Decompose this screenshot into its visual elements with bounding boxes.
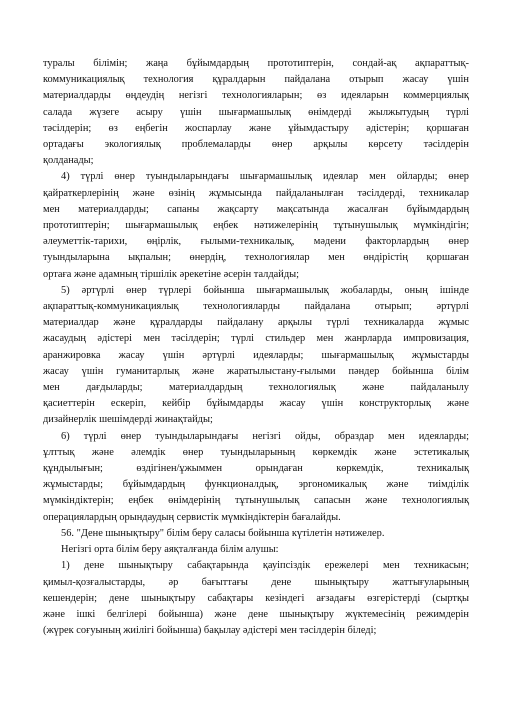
paragraph-p3 bbox=[43, 283, 469, 429]
paragraph-p2 bbox=[43, 169, 469, 282]
paragraph-line: ортадағы экологиялық проблемаларды өнер арқылы көрсету тәсілдерін bbox=[43, 139, 469, 151]
paragraph-line: прототиптерін; шығармашылық еңбек нәтижелерінің тұтынушылық мүмкіндігін; bbox=[43, 220, 469, 232]
paragraph-line: туындыларына ықпалын; өнердің, технологиялар мен өндірістің қоршаған bbox=[43, 252, 469, 264]
paragraph-line: қолданады; bbox=[43, 155, 94, 167]
paragraph-line: аранжировка жасау үшін әртүрлі идеяларды; шығармашылық жұмыстарды bbox=[43, 349, 469, 361]
paragraph-line: құндылығын; өздігінен/ұжыммен орындаған көркемдік, техникалық bbox=[43, 463, 469, 475]
paragraph-p1 bbox=[43, 56, 469, 169]
paragraph-p4 bbox=[43, 429, 469, 526]
paragraph-line: жұмыстарды; бұйымдардың функционалдық, эргономикалық және тиімділік bbox=[43, 479, 469, 491]
paragraph-line: 4) түрлі өнер туындыларындағы шығармашылық идеялар мен ойларды; өнер bbox=[61, 171, 469, 183]
paragraph-line: ортаға және адамның тіршілік әрекетіне әсерін талдайды; bbox=[43, 268, 299, 280]
paragraph-line: жасау үшін гуманитарлық және жаратылыстану-ғылыми пәндер бойынша білім bbox=[43, 365, 469, 377]
document-body bbox=[43, 56, 469, 639]
paragraph-line: қасиеттерін ескеріп, кейбір бұйымдарды жасау үшін конструкторлық және bbox=[43, 398, 469, 410]
paragraph-p7 bbox=[43, 558, 469, 639]
paragraph-line: әлеуметтік-тарихи, өңірлік, ғылыми-техникалық, мәдени факторлардың өнер bbox=[43, 236, 469, 248]
paragraph-line: қимыл-қозғалыстарды, әр бағыттағы дене шынықтыру жаттығуларының bbox=[43, 576, 469, 588]
paragraph-line: қайраткерлерінің және өзінің жұмысында пайдаланылған тәсілдерді, техникалар bbox=[43, 187, 469, 199]
paragraph-line: 1) дене шынықтыру сабақтарында қауіпсіздік ережелері мен техникасын; bbox=[61, 560, 469, 572]
paragraph-line: ақпараттық-коммуникациялық технологияларды пайдалана отырып; әртүрлі bbox=[43, 301, 469, 313]
paragraph-line: мен дағдыларды; материалдардың технологиялық және пайдаланылу bbox=[43, 382, 469, 394]
paragraph-line: ұлттық және әлемдік өнер туындыларының көркемдік және эстетикалық bbox=[43, 446, 469, 458]
paragraph-line: кешендерін; дене шынықтыру сабақтары кезіндегі ағзадағы өзгерістерді (сыртқы bbox=[43, 592, 469, 604]
paragraph-line: және ішкі белгілері бойынша) және дене шынықтыру жүктемесінің режимдерін bbox=[43, 608, 469, 620]
paragraph-p5 bbox=[43, 526, 469, 542]
paragraph-line: 6) түрлі өнер туындыларындағы негізгі ойды, образдар мен идеяларды; bbox=[61, 430, 469, 442]
paragraph-line: жасаудың әдістері мен тәсілдерін; түрлі стильдер мен жанрларда импровизация, bbox=[43, 333, 469, 345]
paragraph-line: (жүрек соғуының жиілігі бойынша) бақылау әдістері мен тәсілдерін біледі; bbox=[43, 625, 377, 637]
paragraph-line: салада жүзеге асыру үшін шығармашылық өнімдерді жылжытудың түрлі bbox=[43, 106, 469, 118]
paragraph-line: Негізгі орта білім беру аяқталғанда білім алушы: bbox=[61, 544, 279, 556]
paragraph-line: тәсілдерін; өз еңбегін жоспарлау және ұйымдастыру әдістерін; қоршаған bbox=[43, 122, 469, 134]
paragraph-line: мен материалдарды; сапаны жақсарту мақсатында жасалған бұйымдардың bbox=[43, 203, 469, 215]
paragraph-line: операциялардың орындаудың сервистік мүмкіндіктерін бағалайды. bbox=[43, 511, 341, 523]
paragraph-line: коммуникациялық технология құралдарын пайдалана отырып жасау үшін bbox=[43, 74, 469, 86]
paragraph-line: материалдарды өңдеудің негізгі технологияларын; өз идеяларын коммерциялық bbox=[43, 90, 469, 102]
paragraph-line: дизайнерлік шешімдерді жинақтайды; bbox=[43, 414, 213, 426]
paragraph-line: 5) әртүрлі өнер түрлері бойынша шығармашылық жобаларды, оның ішінде bbox=[61, 284, 469, 296]
paragraph-line: туралы білімін; жаңа бұйымдардың прототиптерін, сондай-ақ ақпараттық- bbox=[43, 58, 469, 69]
paragraph-line: мүмкіндіктерін; еңбек өнімдерінің тұтынушылық сапасын және технологиялық bbox=[43, 495, 469, 507]
paragraph-line: 56. "Дене шынықтыру" білім беру саласы бойынша күтілетін нәтижелер. bbox=[61, 527, 385, 539]
paragraph-line: материалдар және құралдарды пайдалану арқылы түрлі техникаларда жұмыс bbox=[43, 317, 469, 329]
paragraph-p6 bbox=[43, 542, 469, 558]
